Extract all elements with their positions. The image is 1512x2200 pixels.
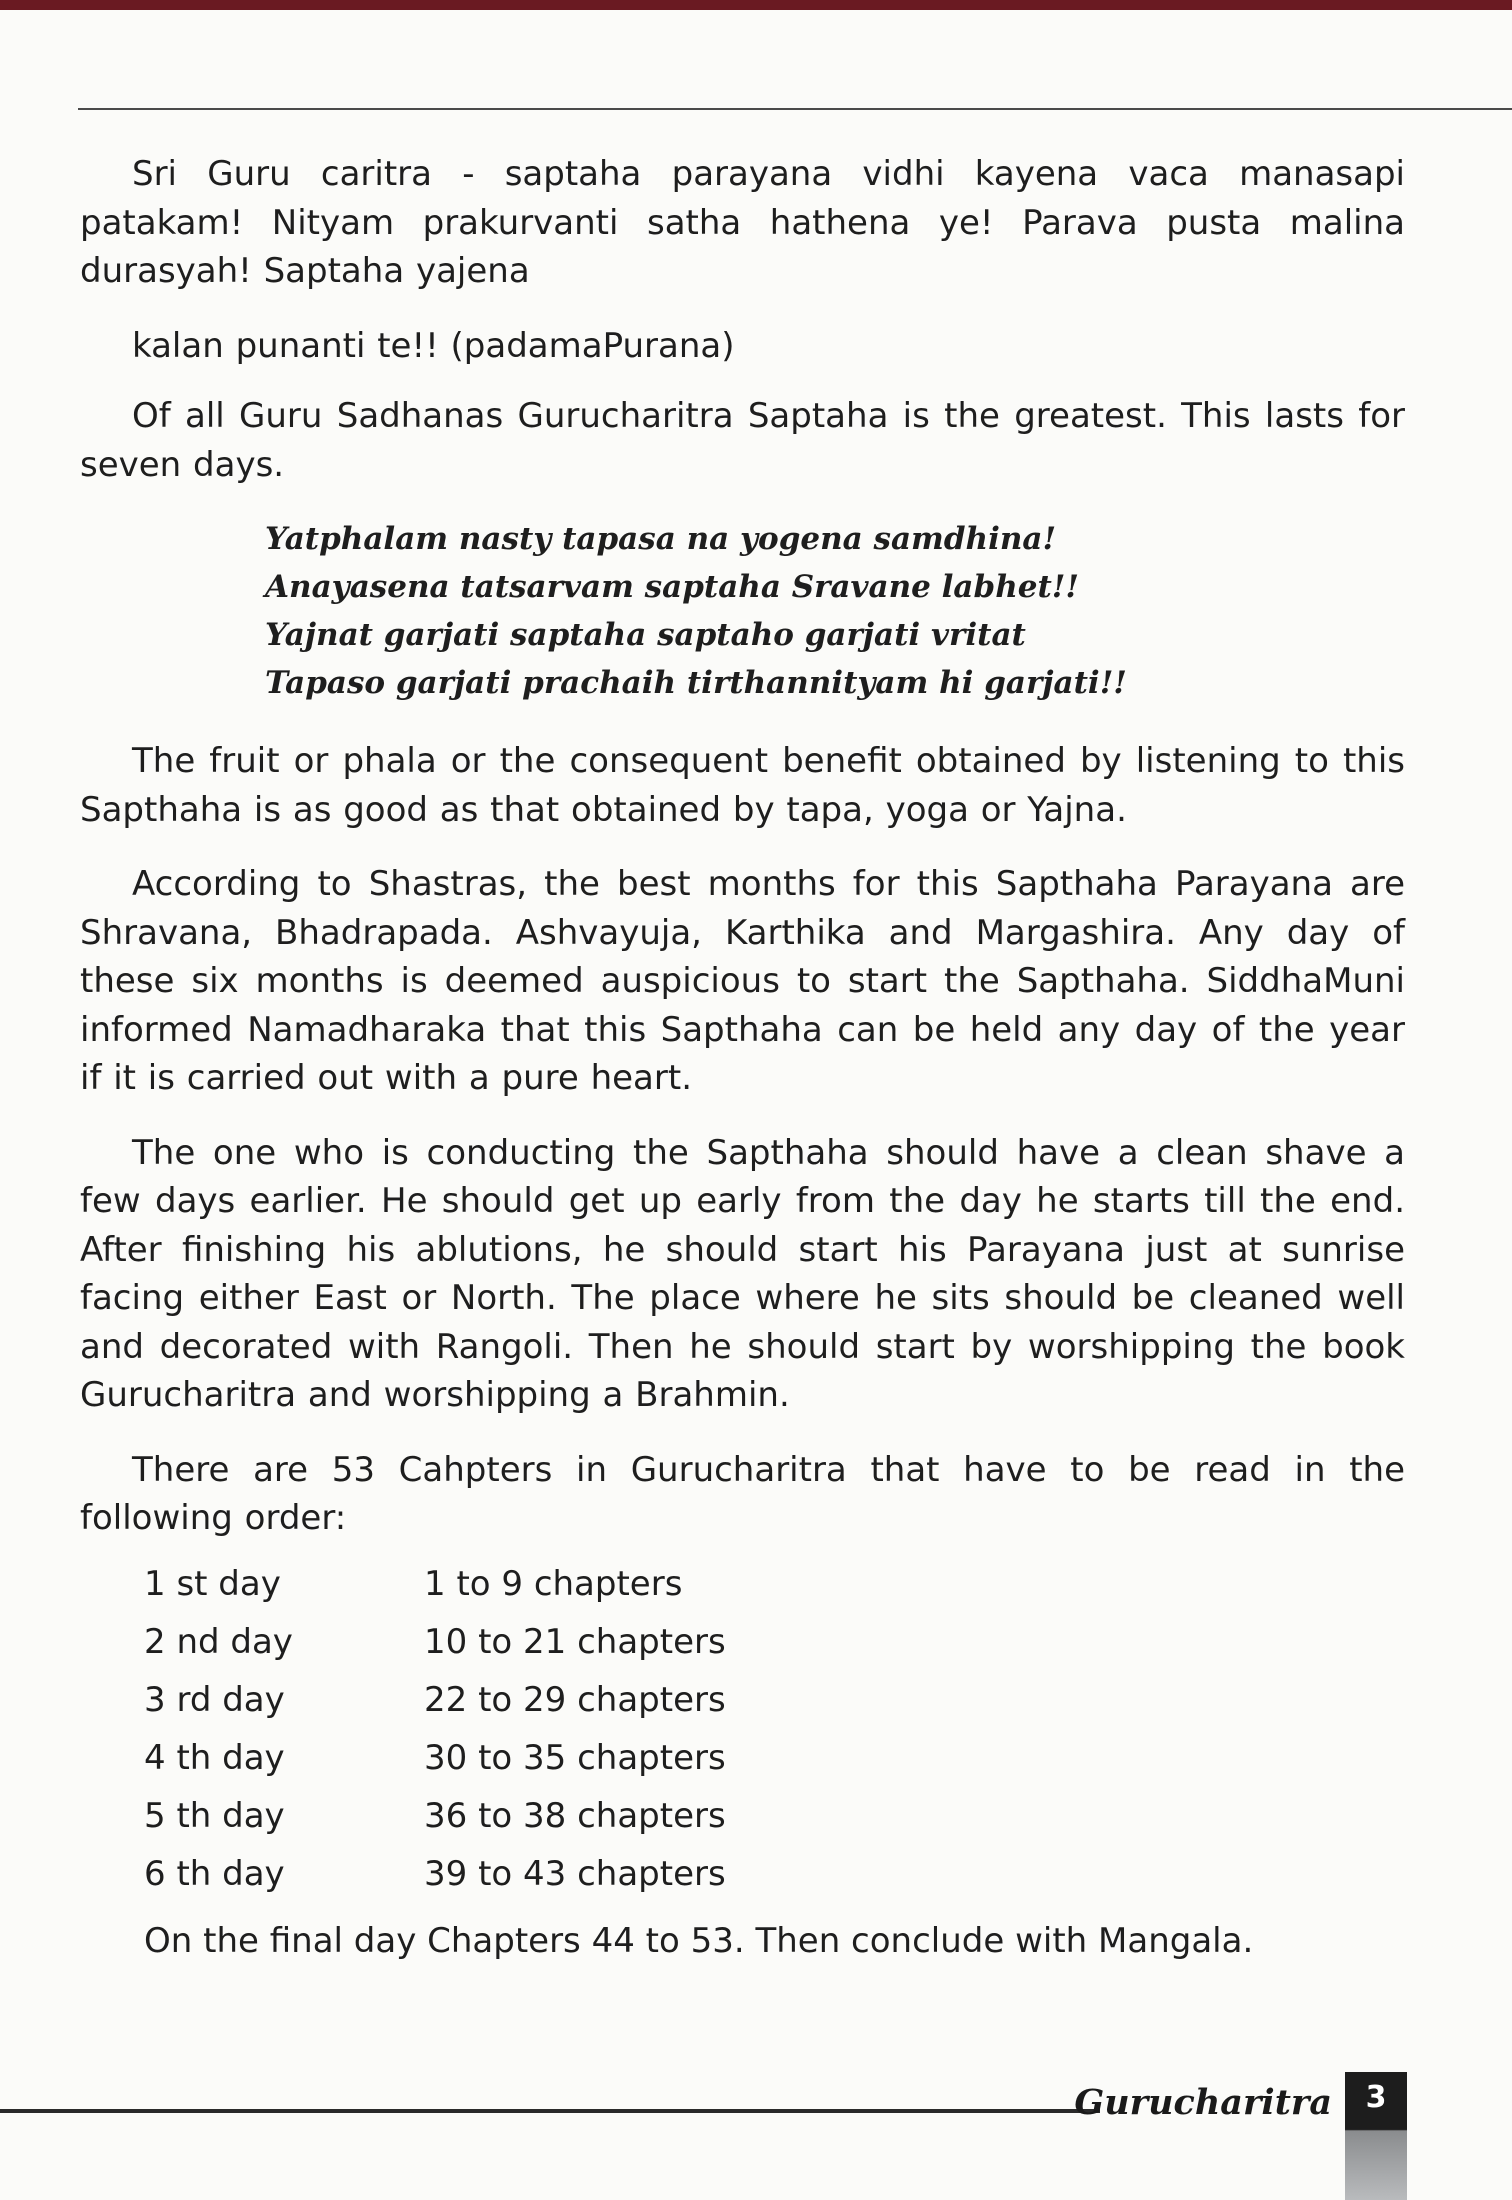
schedule-day: 3 rd day (144, 1679, 285, 1720)
page-number-tab (1345, 2072, 1407, 2200)
header-rule (78, 108, 1512, 110)
verse-line: Anayasena tatsarvam saptaha Sravane labhet!! (265, 569, 1079, 605)
schedule-day: 6 th day (144, 1853, 285, 1894)
verse-line: Yajnat garjati saptaha saptaho garjati vritat (265, 617, 1026, 653)
schedule-day: 4 th day (144, 1737, 285, 1778)
chapters-intro-paragraph: There are 53 Cahpters in Gurucharitra that have to be read in the following order: (80, 1449, 1405, 1538)
reading-schedule-table (144, 1555, 726, 1903)
running-footer-title: Gurucharitra (1074, 2082, 1332, 2123)
schedule-chapters: 30 to 35 chapters (424, 1737, 726, 1778)
page-body (80, 150, 1405, 1965)
page-number: 3 (1365, 2080, 1387, 2115)
schedule-chapters: 1 to 9 chapters (424, 1563, 683, 1604)
verse-line: Yatphalam nasty tapasa na yogena samdhina! (265, 521, 1057, 557)
table-row (144, 1555, 726, 1613)
table-row (144, 1787, 726, 1845)
final-day-line: On the final day Chapters 44 to 53. Then conclude with Mangala. (144, 1920, 1254, 1961)
schedule-day: 1 st day (144, 1563, 281, 1604)
table-row (144, 1845, 726, 1903)
schedule-chapters: 36 to 38 chapters (424, 1795, 726, 1836)
schedule-day: 2 nd day (144, 1621, 293, 1662)
months-paragraph: According to Shastras, the best months for this Sapthaha Parayana are Shravana, Bhadrapada. Ashvayuja, Karthika and Margashira. Any day of these six months is deemed auspicious to start the Sapthaha. SiddhaMuni informed Namadharaka that this Sapthaha can be held any day of the year if it is carried out with a pure heart. (80, 864, 1405, 1098)
top-color-band (0, 0, 1512, 10)
table-row (144, 1671, 726, 1729)
schedule-chapters: 39 to 43 chapters (424, 1853, 726, 1894)
sanskrit-intro-continuation: kalan punanti te!! (padamaPurana) (132, 325, 735, 366)
benefit-paragraph: The fruit or phala or the consequent benefit obtained by listening to this Sapthaha is as good as that obtained by tapa, yoga or Yajna. (80, 741, 1405, 830)
saptaha-intro-paragraph: Of all Guru Sadhanas Gurucharitra Saptaha is the greatest. This lasts for seven days. (80, 396, 1405, 485)
sanskrit-verse (265, 515, 1405, 707)
conduct-paragraph: The one who is conducting the Sapthaha should have a clean shave a few days earlier. He should get up early from the day he starts till the end. After finishing his ablutions, he should start his Parayana just at sunrise facing either East or North. The place where he sits should be cleaned well and decorated with Rangoli. Then he should start by worshipping the book Gurucharitra and worshipping a Brahmin. (80, 1132, 1405, 1415)
schedule-chapters: 10 to 21 chapters (424, 1621, 726, 1662)
table-row (144, 1613, 726, 1671)
schedule-chapters: 22 to 29 chapters (424, 1679, 726, 1720)
schedule-day: 5 th day (144, 1795, 285, 1836)
verse-line: Tapaso garjati prachaih tirthannityam hi garjati!! (265, 665, 1127, 701)
footer-rule (0, 2109, 1100, 2113)
sanskrit-intro-paragraph: Sri Guru caritra - saptaha parayana vidhi kayena vaca manasapi patakam! Nityam prakurvanti satha hathena ye! Parava pusta malina durasyah! Saptaha yajena (80, 154, 1405, 291)
table-row (144, 1729, 726, 1787)
